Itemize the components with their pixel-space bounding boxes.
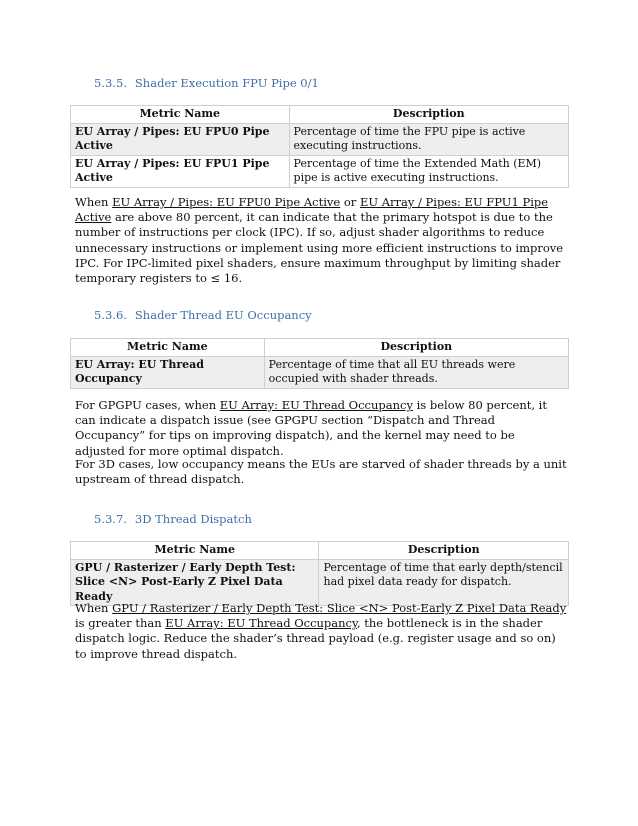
section-title: 3D Thread Dispatch: [134, 512, 252, 526]
body-paragraph-5-3-6-a: For GPGPU cases, when EU Array: EU Thread Occupancy is below 80 percent, it can indicate a dispatch issue (see GPGPU section “Dispatch and Thread Occupancy” for tips on improving dispatch), and the kernel may need to be adjusted for more optimal dispatch.: [75, 398, 547, 458]
metric-name-cell: EU Array / Pipes: EU FPU0 Pipe Active: [71, 123, 290, 155]
header-description: Description: [289, 106, 568, 124]
section-number: 5.3.6.: [94, 308, 127, 322]
metric-description-cell: Percentage of time that all EU threads were occupied with shader threads.: [264, 356, 568, 388]
metric-description-cell: Percentage of time the Extended Math (EM) pipe is active executing instructions.: [289, 155, 568, 187]
metric-name-cell: GPU / Rasterizer / Early Depth Test: Slice <N> Post-Early Z Pixel Data Ready: [71, 559, 319, 606]
metrics-table-5-3-6: [70, 338, 569, 389]
section-heading-5-3-6: [94, 308, 312, 322]
metric-reference-link[interactable]: EU Array: EU Thread Occupancy: [219, 398, 413, 412]
table-row: [71, 559, 569, 606]
header-metric-name: Metric Name: [71, 542, 319, 560]
section-title: Shader Execution FPU Pipe 0/1: [134, 76, 319, 90]
table-header-row: [71, 542, 569, 560]
header-description: Description: [319, 542, 569, 560]
table-header-row: [71, 339, 569, 357]
table-row: [71, 123, 569, 155]
section-title: Shader Thread EU Occupancy: [134, 308, 312, 322]
metric-reference-link[interactable]: EU Array / Pipes: EU FPU0 Pipe Active: [112, 195, 341, 209]
header-description: Description: [264, 339, 568, 357]
metric-name-cell: EU Array / Pipes: EU FPU1 Pipe Active: [71, 155, 290, 187]
section-number: 5.3.7.: [94, 512, 127, 526]
header-metric-name: Metric Name: [71, 106, 290, 124]
metric-description-cell: Percentage of time that early depth/stencil had pixel data ready for dispatch.: [319, 559, 569, 606]
metric-name-cell: EU Array: EU Thread Occupancy: [71, 356, 265, 388]
section-number: 5.3.5.: [94, 76, 127, 90]
metric-description-cell: Percentage of time the FPU pipe is active executing instructions.: [289, 123, 568, 155]
metrics-table-5-3-7: [70, 541, 569, 606]
body-paragraph-5-3-6-b: For 3D cases, low occupancy means the EUs are starved of shader threads by a unit upstream of thread dispatch.: [75, 457, 567, 487]
metric-reference-link[interactable]: EU Array: EU Thread Occupancy: [165, 616, 357, 631]
table-row: [71, 356, 569, 388]
body-paragraph-5-3-7: When GPU / Rasterizer / Early Depth Test: Slice <N> Post-Early Z Pixel Data Ready is greater than EU Array: EU Thread Occupancy, the bottleneck is in the shader dispatch logic. Reduce the shader’s thread payload (e.g. register usage and so on) to improve thread dispatch.: [75, 601, 567, 661]
metric-reference-link[interactable]: GPU / Rasterizer / Early Depth Test: Slice <N> Post-Early Z Pixel Data Ready: [112, 601, 567, 615]
section-heading-5-3-7: [94, 512, 252, 526]
header-metric-name: Metric Name: [71, 339, 265, 357]
section-heading-5-3-5: [94, 76, 319, 90]
metrics-table-5-3-5: [70, 105, 569, 188]
body-paragraph-5-3-5: When EU Array / Pipes: EU FPU0 Pipe Active or EU Array / Pipes: EU FPU1 Pipe Active are above 80 percent, it can indicate that the primary hotspot is due to the number of instructions per clock (IPC). If so, adjust shader algorithms to reduce unnecessary instructions or implement using more efficient instructions to improve IPC. For IPC-limited pixel shaders, ensure maximum throughput by limiting shader temporary registers to ≤ 16.: [75, 195, 564, 286]
table-row: [71, 155, 569, 187]
metric-reference-link[interactable]: EU Array / Pipes: EU FPU1 Pipe Active: [75, 195, 549, 225]
table-header-row: [71, 106, 569, 124]
